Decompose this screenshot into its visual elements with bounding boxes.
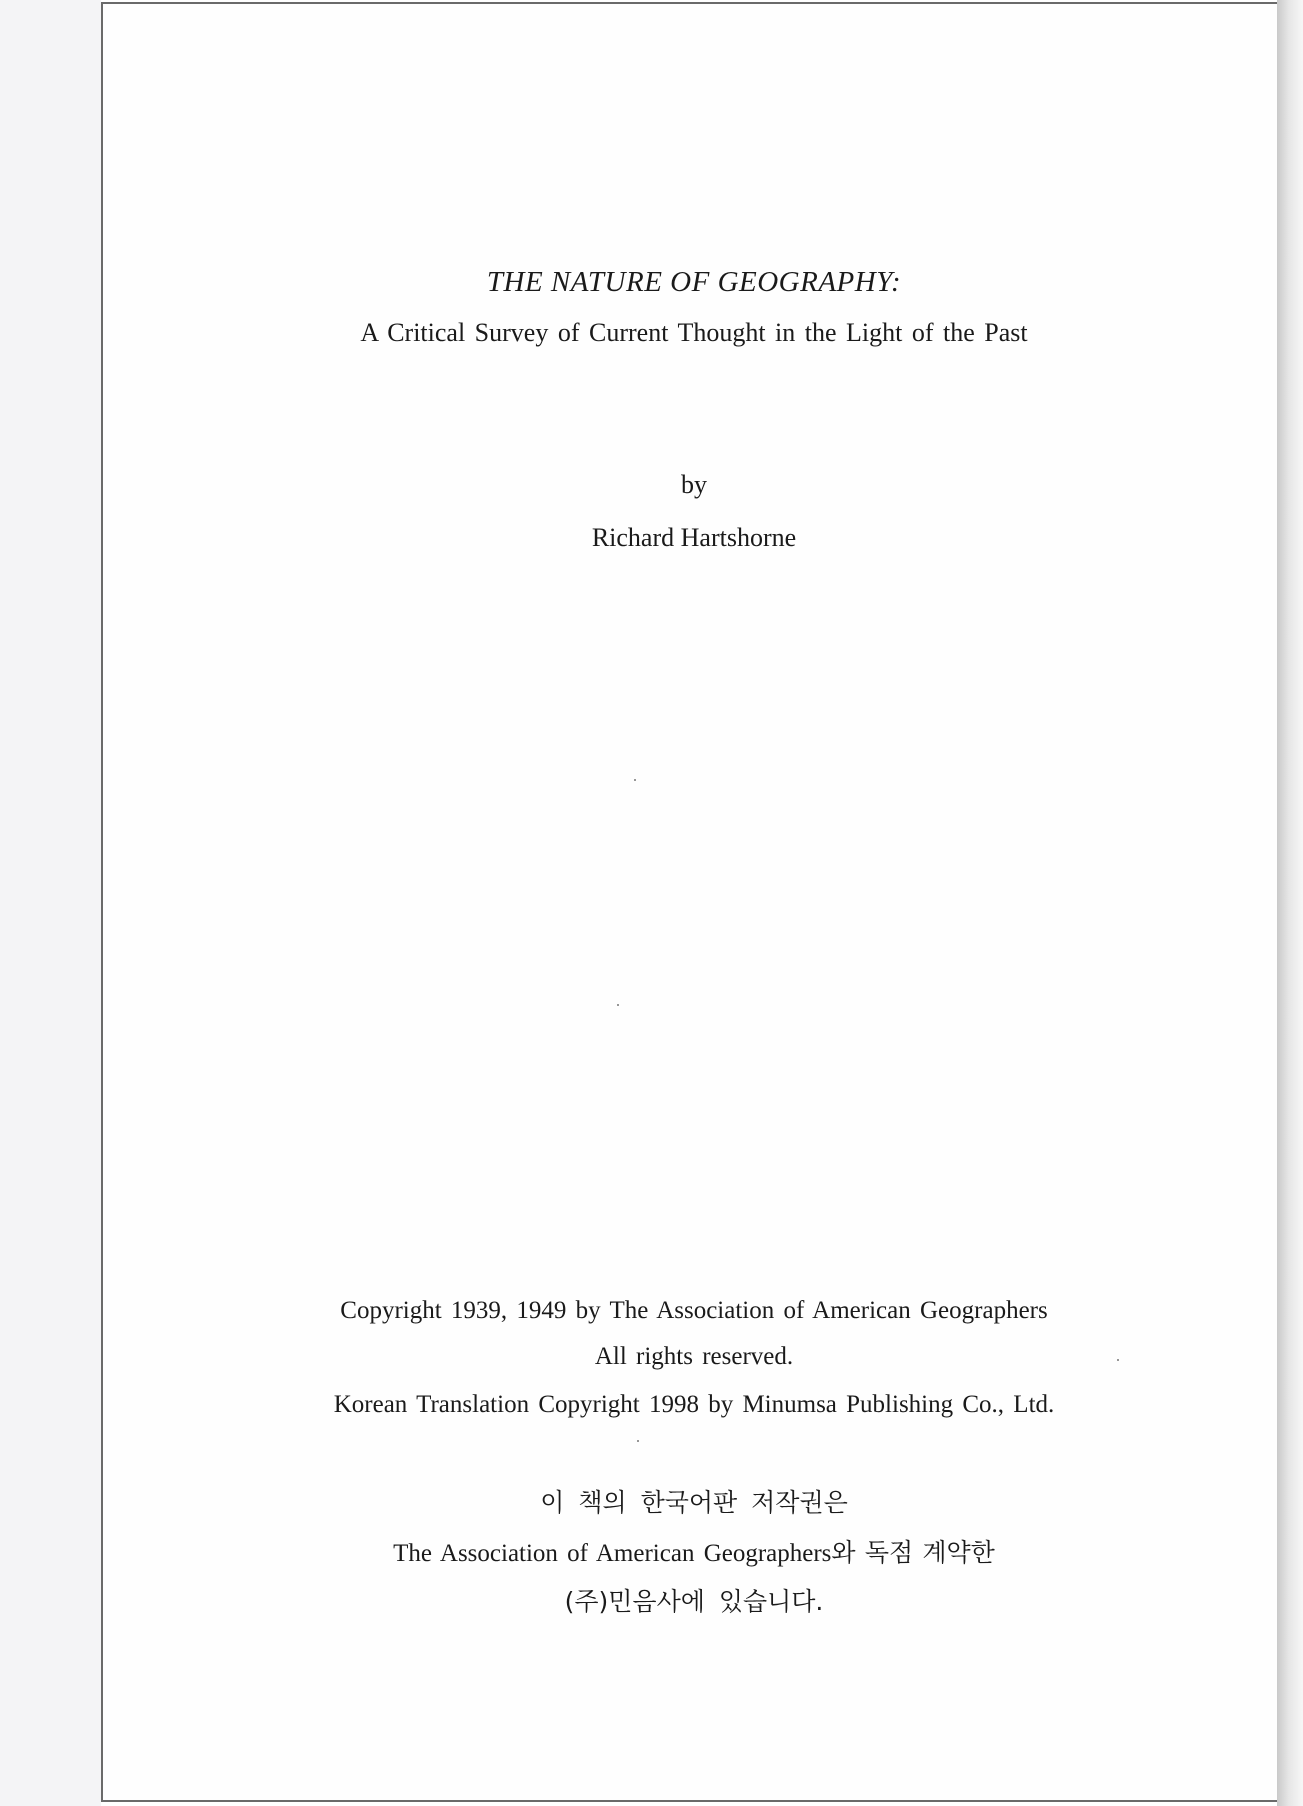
copyright-line-translation: Korean Translation Copyright 1998 by Minumsa Publishing Co., Ltd. [333, 1391, 1055, 1418]
book-subtitle: A Critical Survey of Current Thought in the Light of the Past [360, 318, 1028, 347]
scan-speck [637, 1440, 639, 1442]
left-margin [0, 0, 101, 1806]
copyright-line-original: Copyright 1939, 1949 by The Association of American Geographers [340, 1297, 1048, 1324]
scan-speck [634, 779, 636, 781]
author-name: Richard Hartshorne [591, 523, 797, 552]
by-label: by [681, 470, 707, 499]
scan-speck [1117, 1359, 1119, 1361]
korean-notice-line-3: (주)민음사에 있습니다. [564, 1587, 824, 1616]
book-title: THE NATURE OF GEOGRAPHY: [486, 266, 902, 298]
rights-reserved-line: All rights reserved. [594, 1343, 794, 1370]
korean-notice-line-2: The Association of American Geographers와 독점 계약한 [393, 1540, 995, 1567]
korean-notice-line-1: 이 책의 한국어판 저작권은 [540, 1488, 848, 1517]
scan-speck [617, 1004, 619, 1006]
